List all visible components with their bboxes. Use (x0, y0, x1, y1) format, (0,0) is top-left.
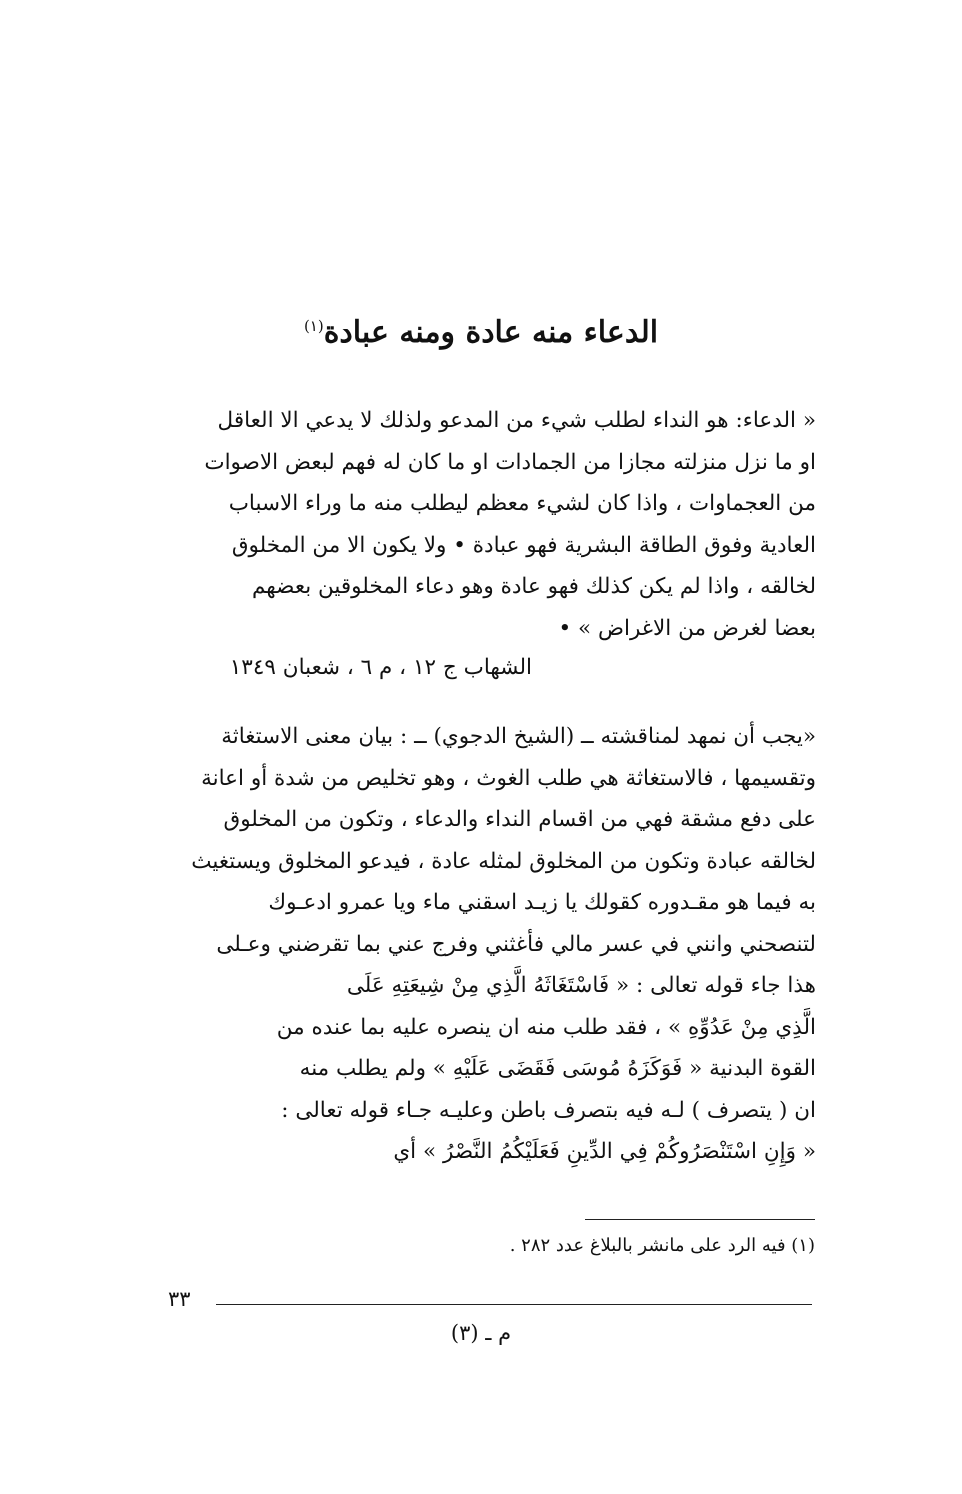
text-line: بعضا لغرض من الاغراض » • (558, 615, 816, 641)
source-citation: الشهاب ج ١٢ ، م ٦ ، شعبان ١٣٤٩ (229, 655, 532, 680)
text-line: ان ( يتصرف ) لـه فيه بتصرف باطن وعليـه جـاء قوله تعالى : (281, 1097, 816, 1123)
text-line: على دفع مشقة فهي من اقسام النداء والدعاء ، وتكون من المخلوق (223, 807, 816, 832)
paragraph-definition (146, 400, 816, 649)
text-line: الَّذِي مِنْ عَدُوِّهِ » ، فقد طلب منه ان ينصره عليه بما عنده من (276, 1014, 816, 1040)
text-line: لتنصحني وانني في عسر مالي فأغثني وفرج عني بما تقرضني وعـلى (216, 931, 816, 957)
title-footnote-marker[interactable]: (١) (303, 317, 324, 335)
text-line: « الدعاء: هو النداء لطلب شيء من المدعو ولذلك لا يدعي الا العاقل (217, 408, 816, 433)
text-line: به فيما هو مقـدوره كقولك يا زيـد اسقني ماء ويا عمرو ادعـوك (268, 890, 816, 915)
page-bottom-rule (216, 1304, 812, 1305)
text-line: لخالقه عبادة وتكون من المخلوق لمثله عادة ، فيدعو المخلوق ويستغيث (191, 848, 816, 874)
text-line: وتقسيمها ، فالاستغاثة هي طلب الغوث ، وهو تخليص من شدة أو اعانة (201, 765, 816, 791)
page-number: ٣٣ (168, 1287, 191, 1311)
text-line: « وَإِنِ اسْتَنْصَرُوكُمْ فِي الدِّينِ فَعَلَيْكُمُ النَّصْرُ » أي (393, 1139, 816, 1164)
page-title (150, 300, 812, 359)
footnote-divider (585, 1219, 815, 1220)
text-line: العادية وفوق الطاقة البشرية فهو عبادة • ولا يكون الا من المخلوق (231, 532, 816, 558)
text-line: لخالقه ، واذا لم يكن كذلك فهو عادة وهو دعاء المخلوقين بعضهم (251, 574, 816, 599)
footnote: (١) فيه الرد على مانشر بالبلاغ عدد ٢٨٢ . (509, 1235, 815, 1256)
text-line: من العجماوات ، واذا كان لشيء معظم ليطلب منه ما وراء الاسباب (228, 491, 816, 516)
printer-signature-mark: م ـ (٣) (450, 1321, 512, 1345)
paragraph-istighatha (146, 716, 816, 1173)
text-line: او ما نزل منزلته مجازا من الجمادات او ما كان له فهم لبعض الاصوات (204, 449, 816, 475)
text-line: القوة البدنية « فَوَكَزَهُ مُوسَى فَقَضَى عَلَيْهِ » ولم يطلب منه (299, 1056, 816, 1081)
page-title-text: الدعاء منه عادة ومنه عبادة (323, 315, 659, 350)
text-line: «يجب أن نمهد لمناقشته ــ (الشيخ الدجوي) ــ : بيان معنى الاستغاثة (221, 724, 816, 749)
text-line: هذا جاء قوله تعالى : « فَاسْتَغَاثَهُ الَّذِي مِنْ شِيعَتِهِ عَلَى (346, 973, 816, 998)
